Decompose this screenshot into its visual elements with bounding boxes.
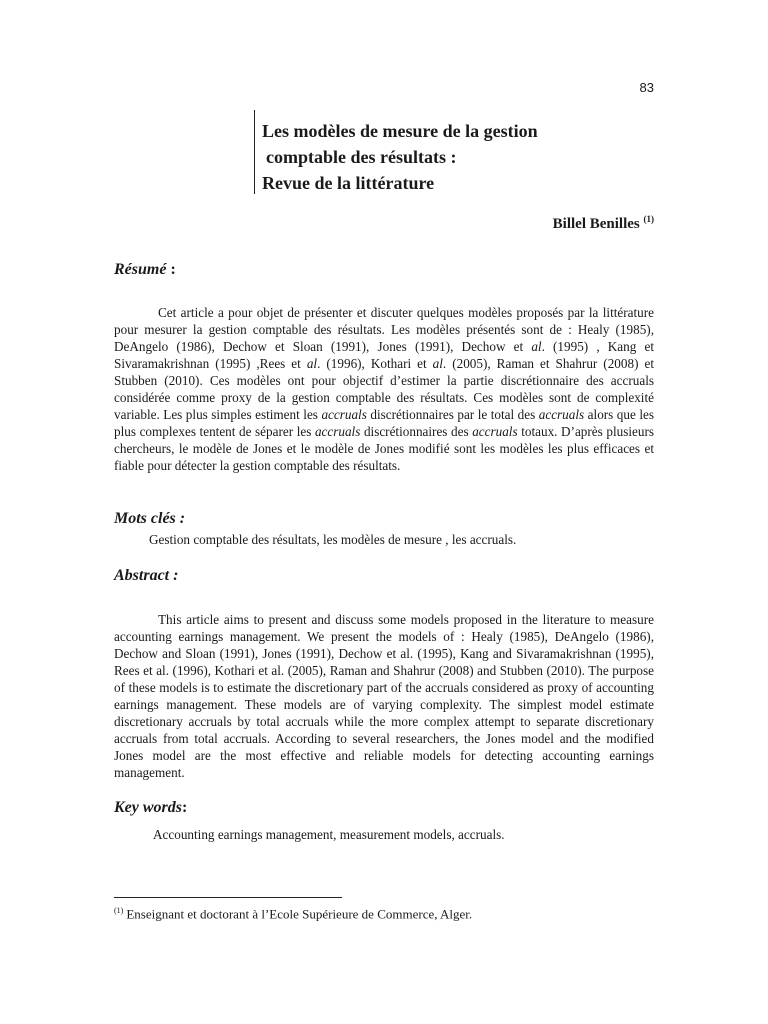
resume-text: alors que les plus complexes tentent de séparer les (114, 407, 655, 439)
footnote (114, 906, 472, 922)
footnote-ref: (1) (114, 906, 124, 915)
resume-text-italic: al (432, 356, 443, 371)
article-title (254, 118, 674, 196)
page-number: 83 (639, 80, 654, 95)
footnote-text: Enseignant et doctorant à l’Ecole Supérieure de Commerce, Alger. (126, 906, 473, 922)
title-line-3: Revue de la littérature (262, 173, 435, 193)
resume-text: . (1996), Kothari et (317, 356, 433, 371)
resume-heading (114, 261, 176, 279)
resume-heading-label: Résumé (114, 261, 167, 278)
resume-text-italic: accruals (321, 407, 367, 422)
resume-text: . (2005), Raman et Shahrur (2008) et Stubben (2010). Ces modèles ont pour objectif d’estimer la partie discrétionnaire des accruals considérée comme proxy de la gestion comptable des résultats. Ces modèles sont de complexité variable. Les plus simples estiment les (114, 356, 654, 422)
resume-text-italic: accruals (314, 424, 361, 439)
author-note-ref: (1) (643, 214, 654, 224)
resume-text: discrétionnaires par le total des (366, 407, 539, 422)
resume-text-italic: accruals (538, 407, 585, 422)
resume-paragraph (114, 304, 654, 474)
resume-text: totaux. D’après plusieurs chercheurs, le modèle de Jones et le modèle de Jones modifié sont les modèles les plus efficaces et fiable pour détecter la gestion comptable des résultats. (114, 424, 654, 473)
resume-text-italic: accruals (472, 424, 518, 439)
key-words-heading (114, 799, 187, 817)
author-name: Billel Benilles (552, 216, 640, 232)
abstract-paragraph (114, 611, 654, 781)
mots-cles-heading: Mots clés : (114, 510, 186, 527)
mots-cles-text: Gestion comptable des résultats, les modèles de mesure , les accruals. (149, 532, 517, 547)
key-words-heading-label: Key words (114, 799, 182, 816)
title-line-1: Les modèles de mesure de la gestion (262, 121, 538, 141)
key-words-heading-colon: : (182, 799, 188, 816)
abstract-heading: Abstract : (114, 567, 179, 584)
resume-heading-colon: : (170, 261, 176, 278)
author (553, 214, 654, 233)
resume-text: Cet article a pour objet de présenter et discuter quelques modèles proposés par la littérature pour mesurer la gestion comptable des résultats. Les modèles présentés sont de : Healy (1985), DeAngelo (1986), Dechow et Sloan (1991), Jones (1991), Dechow et (114, 305, 654, 354)
footnote-rule (114, 897, 342, 898)
resume-text-italic: al (306, 356, 318, 371)
resume-text: discrétionnaires des (360, 424, 473, 439)
resume-text-italic: al (531, 339, 542, 354)
key-words-text: Accounting earnings management, measurement models, accruals. (153, 827, 505, 842)
resume-text: . (1995) , Kang et Sivaramakrishnan (1995) ,Rees et (114, 339, 655, 371)
title-line-2: comptable des résultats : (266, 147, 457, 167)
abstract-text: This article aims to present and discuss some models proposed in the literature to measure accounting earnings management. We present the models of : Healy (1985), DeAngelo (1986), Dechow and Sloan (1991), Jones (1991), Dechow et al. (1995), Kang and Sivaramakrishnan (1995), Rees et al. (1996), Kothari et al. (2005), Raman and Shahrur (2008) and Stubben (2010). The purpose of these models is to estimate the discretionary part of the accruals considered as proxy of accounting earnings management. These models are of varying complexity. The simplest model estimate discretionary accruals by total accruals while the more complex attempt to separate discretionary accruals from total accruals. According to several researchers, the Jones model and the modified Jones model are the most effective and reliable models for detecting accounting earnings management. (114, 612, 654, 780)
